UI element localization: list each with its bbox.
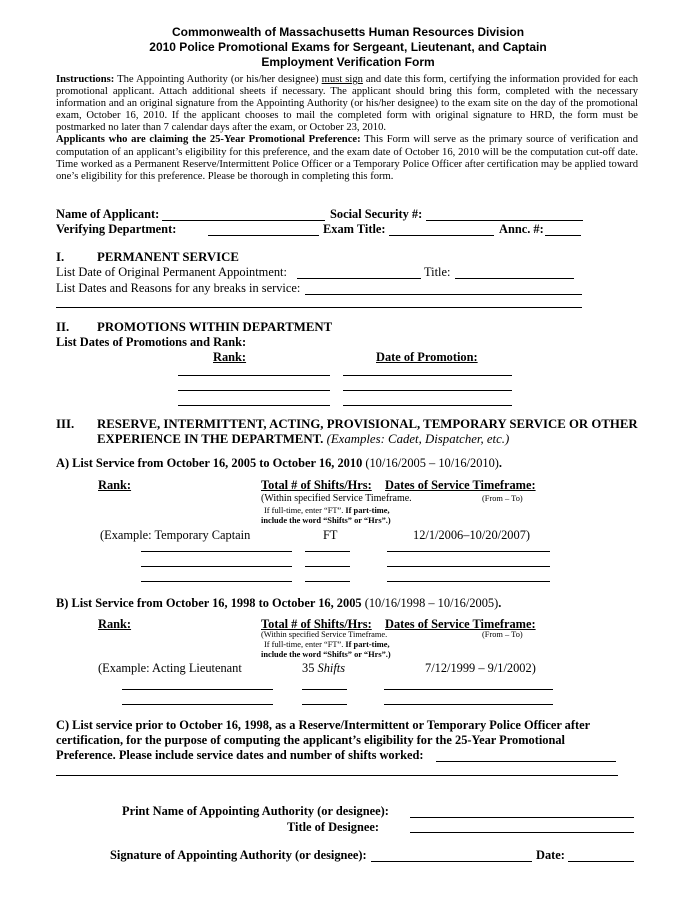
instructions-text-1: The Appointing Authority (or his/her designee)	[114, 74, 322, 85]
breaks-in-service-field-2[interactable]	[56, 307, 582, 308]
part-b-note-parttime: If part-time,	[345, 640, 390, 649]
instructions-label: Instructions:	[56, 74, 115, 85]
part-b-example-shifts-word: Shifts	[317, 661, 346, 675]
part-b-note-line-1: (Within specified Service Timeframe.	[261, 630, 388, 639]
part-a-dates-field-3[interactable]	[387, 581, 550, 582]
promotion-rank-field-3[interactable]	[178, 405, 330, 406]
part-b-shifts-field-1[interactable]	[302, 689, 347, 690]
part-b-example-shifts-number: 35	[302, 661, 318, 675]
must-sign-text: must sign	[321, 74, 363, 85]
annc-number-field[interactable]	[545, 235, 581, 236]
part-a-example-shifts: FT	[323, 528, 338, 542]
part-a-shifts-field-2[interactable]	[305, 566, 350, 567]
part-b-example-dates: 7/12/1999 – 9/1/2002)	[425, 661, 536, 675]
part-c-line-2: certification, for the purpose of computing the applicant’s eligibility for the 25-Year Promotional	[56, 733, 566, 747]
part-a-example-rank: (Example: Temporary Captain	[100, 528, 251, 542]
part-a-note-line-3: include the word “Shifts” or “Hrs”.)	[261, 516, 391, 525]
part-a-note-parttime: If part-time,	[345, 506, 390, 515]
instructions-text-2: and date this form, certifying the information provided for each promotional applicant. Attach additional sheets if necessary. The applicant should bring this form, completed with the necessary information and an original signature from the Appointing Authority (or his/her designee) to the exam site on the day of the promotional exam, October 16, 2010. If the applicant chooses to mail the completed form with original signature to HRD, the form must be postmarked no later than 7 calendar days after the exam, or October 23, 2010.	[56, 74, 638, 134]
section-1-title: PERMANENT SERVICE	[97, 250, 239, 264]
part-a-rank-header: Rank:	[98, 478, 132, 492]
preference-label: Applicants who are claiming the 25-Year Promotional Preference:	[56, 134, 361, 146]
part-a-shifts-field-1[interactable]	[305, 551, 350, 552]
part-a-example-dates: 12/1/2006–10/20/2007)	[413, 528, 531, 542]
instructions-block	[56, 74, 638, 183]
section-3-number: III.	[56, 417, 75, 431]
breaks-in-service-label: List Dates and Reasons for any breaks in service:	[56, 281, 301, 295]
part-b-note-fulltime: If full-time, enter “FT”.	[264, 640, 346, 649]
promotion-date-header: Date of Promotion:	[376, 350, 478, 364]
promotion-rank-field-1[interactable]	[178, 375, 330, 376]
section-3-title-line-2	[97, 432, 509, 447]
promotion-rank-field-2[interactable]	[178, 390, 330, 391]
breaks-in-service-field[interactable]	[305, 294, 582, 295]
part-b-note-line-3: include the word “Shifts” or “Hrs”.)	[261, 650, 391, 659]
part-b-dates-field-2[interactable]	[384, 704, 553, 705]
part-c-field-1[interactable]	[436, 761, 616, 762]
form-title-line-3: Employment Verification Form	[261, 55, 435, 69]
section-2-number: II.	[56, 320, 70, 334]
part-b-heading	[56, 596, 501, 611]
designee-title-label: Title of Designee:	[287, 820, 379, 834]
section-3-examples: (Examples: Cadet, Dispatcher, etc.)	[323, 432, 510, 446]
promotion-date-field-2[interactable]	[343, 390, 512, 391]
part-a-rank-field-2[interactable]	[141, 566, 292, 567]
part-b-shifts-field-2[interactable]	[302, 704, 347, 705]
part-a-dates-field-2[interactable]	[387, 566, 550, 567]
verifying-department-field[interactable]	[208, 235, 319, 236]
print-name-field[interactable]	[410, 817, 634, 818]
part-a-label: A) List Service from October 16, 2005 to October 16, 2010	[56, 456, 363, 470]
ssn-field[interactable]	[426, 220, 583, 221]
promotions-list-label: List Dates of Promotions and Rank:	[56, 335, 247, 349]
signature-date-field[interactable]	[568, 861, 634, 862]
section-2-title: PROMOTIONS WITHIN DEPARTMENT	[97, 320, 333, 334]
designee-title-field[interactable]	[410, 832, 634, 833]
exam-title-field[interactable]	[389, 235, 494, 236]
applicant-name-field[interactable]	[162, 220, 325, 221]
part-a-range: (10/16/2005 – 10/16/2010)	[362, 456, 499, 470]
part-a-dates-field-1[interactable]	[387, 551, 550, 552]
section-3-title-line-1: RESERVE, INTERMITTENT, ACTING, PROVISIONAL, TEMPORARY SERVICE OR OTHER	[97, 417, 638, 431]
part-a-from-to: (From – To)	[482, 494, 523, 503]
verifying-department-label: Verifying Department:	[56, 222, 177, 236]
part-a-rank-field-3[interactable]	[141, 581, 292, 582]
part-c-line-3: Preference. Please include service dates and number of shifts worked:	[56, 748, 424, 762]
part-b-dates-field-1[interactable]	[384, 689, 553, 690]
part-b-range: (10/16/1998 – 10/16/2005)	[361, 596, 499, 610]
part-b-rank-header: Rank:	[98, 617, 132, 631]
part-b-timeframe-header: Dates of Service Timeframe:	[385, 617, 536, 631]
print-name-label: Print Name of Appointing Authority (or designee):	[122, 804, 389, 818]
signature-label: Signature of Appointing Authority (or designee):	[110, 848, 367, 862]
original-appointment-label: List Date of Original Permanent Appointment:	[56, 265, 287, 279]
part-b-shifts-header: Total # of Shifts/Hrs:	[261, 617, 372, 631]
part-a-note-line-2	[264, 506, 390, 516]
promotion-date-field-3[interactable]	[343, 405, 512, 406]
part-a-note-line-1: (Within specified Service Timeframe.	[261, 493, 412, 504]
part-b-from-to: (From – To)	[482, 630, 523, 639]
part-b-example-shifts	[302, 661, 345, 676]
part-c-line-1: C) List service prior to October 16, 1998, as a Reserve/Intermittent or Temporary Police Officer after	[56, 718, 591, 732]
appointment-title-field[interactable]	[455, 278, 574, 279]
part-b-period: .	[498, 596, 502, 610]
part-a-note-fulltime: If full-time, enter “FT”.	[264, 506, 346, 515]
section-1-number: I.	[56, 250, 65, 264]
promotion-date-field-1[interactable]	[343, 375, 512, 376]
part-b-rank-field-1[interactable]	[122, 689, 273, 690]
ssn-label: Social Security #:	[330, 207, 423, 221]
preference-text: This Form will serve as the primary source of verification and computation of an applicant’s eligibility for this preference, and the exam date of October 16, 2010 will be the computation cut-off date. Time worked as a Permanent Reserve/Intermittent Police Officer or a Temporary Police Officer after certification may be applied toward one’s eligibility for this preference. Please be thorough in completing this form.	[56, 134, 638, 182]
part-a-rank-field-1[interactable]	[141, 551, 292, 552]
part-b-example-rank: (Example: Acting Lieutenant	[98, 661, 242, 675]
section-3-title-experience: EXPERIENCE IN THE DEPARTMENT.	[97, 432, 324, 446]
signature-date-label: Date:	[536, 848, 565, 862]
form-title-line-1: Commonwealth of Massachusetts Human Resources Division	[171, 25, 525, 39]
form-title-line-2: 2010 Police Promotional Exams for Sergeant, Lieutenant, and Captain	[149, 40, 547, 54]
applicant-name-label: Name of Applicant:	[56, 207, 160, 221]
annc-number-label: Annc. #:	[499, 222, 544, 236]
part-b-label: B) List Service from October 16, 1998 to October 16, 2005	[56, 596, 362, 610]
part-a-timeframe-header: Dates of Service Timeframe:	[385, 478, 536, 492]
exam-title-label: Exam Title:	[323, 222, 386, 236]
promotion-rank-header: Rank:	[213, 350, 247, 364]
part-a-heading	[56, 456, 502, 471]
appointment-title-label: Title:	[424, 265, 451, 279]
part-a-shifts-header: Total # of Shifts/Hrs:	[261, 478, 372, 492]
part-c-field-2[interactable]	[56, 775, 618, 776]
part-a-period: .	[498, 456, 503, 470]
part-b-rank-field-2[interactable]	[122, 704, 273, 705]
original-appointment-field[interactable]	[297, 278, 421, 279]
part-b-note-line-2	[264, 640, 390, 650]
signature-field[interactable]	[371, 861, 532, 862]
part-a-shifts-field-3[interactable]	[305, 581, 350, 582]
